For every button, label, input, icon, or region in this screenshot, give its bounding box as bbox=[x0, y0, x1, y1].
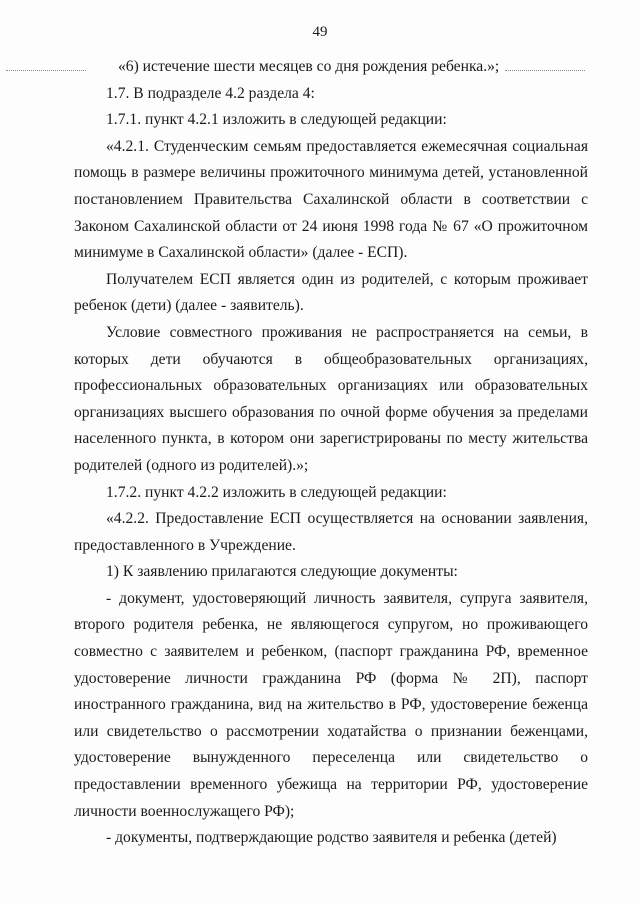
paragraph-clause-4-2-2: «4.2.2. Предоставление ЕСП осуществляется на основании заявления, предоставленного в Учреждение. bbox=[74, 510, 588, 554]
document-body bbox=[74, 48, 588, 852]
paragraph-documents-intro: 1) К заявлению прилагаются следующие документы: bbox=[106, 563, 458, 581]
paragraph-clause-4-2-1: «4.2.1. Студенческим семьям предоставляется ежемесячная социальная помощь в размере величины прожиточного минимума детей, установленной постановлением Правительства Сахалинской области в соответствии с Законом Сахалинской области от 24 июня 1998 года № 67 «О прожиточном минимуме в Сахалинской области» (далее - ЕСП). bbox=[74, 137, 588, 262]
paragraph-item-6-end: «6) истечение шести месяцев со дня рождения ребенка.»; bbox=[118, 58, 500, 75]
paragraph-section-1-7: 1.7. В подразделе 4.2 раздела 4: bbox=[106, 84, 315, 102]
paragraph-point-1-7-2: 1.7.2. пункт 4.2.2 изложить в следующей редакции: bbox=[106, 483, 447, 501]
paragraph-cohabitation-condition: Условие совместного проживания не распространяется на семьи, в которых дети обучаются в общеобразовательных организациях, профессиональных образовательных организациях или образовательных организациях высшего образования по очной форме обучения за пределами населенного пункта, в котором они зарегистрированы по месту жительства родителей (одного из родителей).»; bbox=[74, 323, 588, 474]
paragraph-recipient: Получателем ЕСП является один из родителей, с которым проживает ребенок (дети) (далее - заявитель). bbox=[74, 270, 588, 315]
paragraph-point-1-7-1: 1.7.1. пункт 4.2.1 изложить в следующей редакции: bbox=[106, 111, 447, 129]
paragraph-kinship-documents: - документы, подтверждающие родство заявителя и ребенка (детей) bbox=[106, 829, 557, 847]
page-number: 49 bbox=[312, 24, 328, 40]
paragraph-identity-documents: - документ, удостоверяющий личность заявителя, супруга заявителя, второго родителя ребенка, не являющегося супругом, но проживающего совместно с заявителем и ребенком, (паспорт гражданина РФ, временное удостоверение личности гражданина РФ (форма № 2П), паспорт иностранного гражданина, вид на жительство в РФ, удостоверение беженца или свидетельство о рассмотрении ходатайства о признании беженцами, удостоверение вынужденного переселенца или свидетельство о предоставлении временного убежища на территории РФ, удостоверение личности военнослужащего РФ); bbox=[74, 589, 588, 820]
